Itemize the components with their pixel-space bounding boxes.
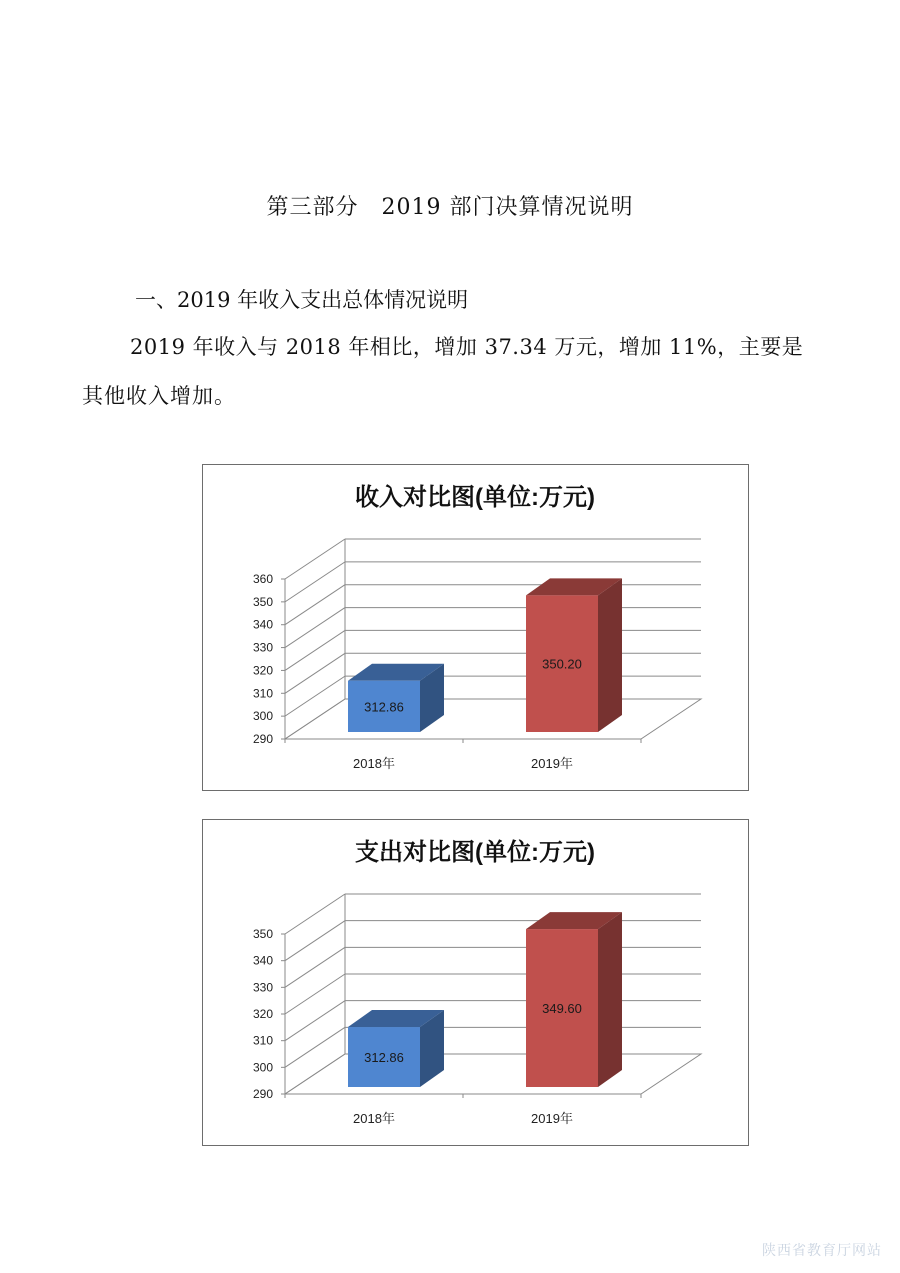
x-tick-label: 2018年 bbox=[353, 1111, 395, 1126]
expense-chart bbox=[202, 819, 749, 1146]
y-tick-label: 300 bbox=[252, 1060, 273, 1075]
y-tick-label: 350 bbox=[252, 927, 273, 941]
y-tick-label: 290 bbox=[252, 732, 273, 746]
y-tick-label: 310 bbox=[252, 686, 273, 701]
section-heading: 第三部分 2019 部门决算情况说明 bbox=[266, 195, 634, 220]
gridline-side bbox=[285, 1054, 345, 1094]
gridline-side bbox=[285, 974, 345, 1014]
gridline-side bbox=[285, 947, 345, 987]
gridline-side bbox=[285, 608, 345, 648]
gridline-side bbox=[285, 699, 345, 739]
bar-side bbox=[598, 578, 622, 732]
data-label: 312.86 bbox=[364, 1050, 404, 1066]
y-tick-label: 340 bbox=[252, 953, 273, 968]
y-tick-label: 330 bbox=[252, 980, 273, 995]
gridline-side bbox=[285, 539, 345, 579]
gridline-side bbox=[285, 1001, 345, 1041]
bar-side bbox=[598, 912, 622, 1087]
data-label: 350.20 bbox=[542, 656, 582, 672]
x-tick-label: 2019年 bbox=[531, 756, 573, 771]
section-title: 一、2019 年收入支出总体情况说明 bbox=[135, 288, 469, 312]
income-chart bbox=[202, 464, 749, 791]
y-tick-label: 290 bbox=[252, 1087, 273, 1101]
y-tick-label: 360 bbox=[252, 572, 273, 586]
y-tick-label: 350 bbox=[252, 594, 273, 609]
gridline-side bbox=[285, 1027, 345, 1067]
chart-floor bbox=[285, 1054, 701, 1094]
paragraph-line-2: 其他收入增加。 bbox=[82, 384, 236, 408]
x-tick-label: 2019年 bbox=[531, 1111, 573, 1126]
paragraph-line-1: 2019 年收入与 2018 年相比，增加 37.34 万元，增加 11%，主要是 bbox=[130, 335, 804, 359]
gridline-side bbox=[285, 585, 345, 625]
gridline-side bbox=[285, 630, 345, 670]
y-tick-label: 320 bbox=[252, 1007, 273, 1021]
data-label: 349.60 bbox=[542, 1001, 582, 1017]
watermark: 陕西省教育厅网站 bbox=[762, 1243, 882, 1259]
data-label: 312.86 bbox=[364, 699, 404, 715]
y-tick-label: 300 bbox=[252, 709, 273, 724]
gridline-side bbox=[285, 894, 345, 934]
chart-title: 支出对比图(单位:万元) bbox=[355, 839, 595, 866]
gridline-side bbox=[285, 562, 345, 602]
gridline-side bbox=[285, 676, 345, 716]
gridline-side bbox=[285, 921, 345, 961]
income-chart-svg bbox=[203, 465, 748, 790]
x-tick-label: 2018年 bbox=[353, 756, 395, 771]
y-tick-label: 320 bbox=[252, 663, 273, 678]
chart-floor bbox=[285, 699, 701, 739]
y-tick-label: 330 bbox=[252, 640, 273, 655]
y-tick-label: 310 bbox=[252, 1033, 273, 1048]
expense-chart-svg bbox=[203, 820, 748, 1145]
y-tick-label: 340 bbox=[252, 617, 273, 632]
chart-title: 收入对比图(单位:万元) bbox=[355, 484, 595, 511]
gridline-side bbox=[285, 653, 345, 693]
